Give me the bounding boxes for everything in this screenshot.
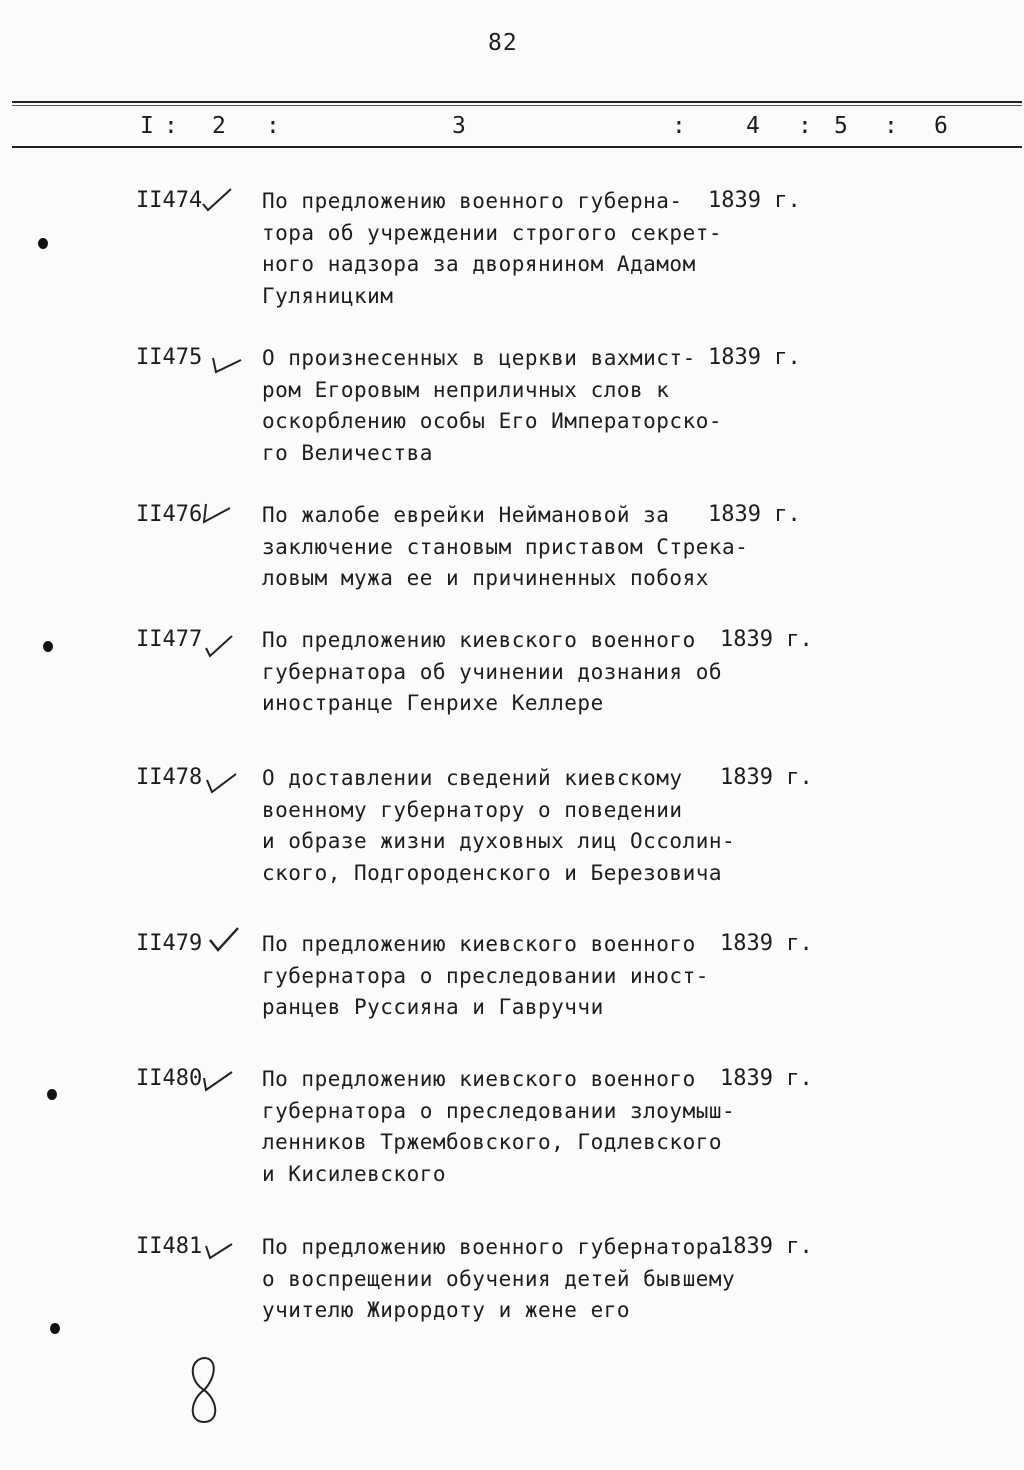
checkmark-icon bbox=[204, 770, 238, 798]
column-header-2: 2 bbox=[212, 113, 226, 139]
handwritten-sheet-number bbox=[184, 1354, 224, 1426]
entry-title: О произнесенных в церкви вахмист- ром Егоровым неприличных слов к оскорблению особы Его Императорско- го Величества bbox=[262, 346, 723, 465]
entry-number: II477 bbox=[136, 627, 203, 652]
entry-number: II479 bbox=[136, 931, 203, 956]
entry-number: II476 bbox=[136, 502, 203, 527]
entry-number: II481 bbox=[136, 1234, 203, 1259]
column-separator: : bbox=[164, 113, 178, 139]
entry-title: О доставлении сведений киевскому военному губернатору о поведении и образе жизни духовных лиц Оссолин- ского, Подгороденского и Березовича bbox=[262, 766, 736, 885]
entry-title: По предложению киевского военного губернатора о преследовании иност- ранцев Руссияна и Гавруччи bbox=[262, 932, 709, 1019]
binder-hole-mark bbox=[38, 238, 48, 249]
entry-title: По предложению военного губернатора о воспрещении обучения детей бывшему учителю Жирордоту и жене его bbox=[262, 1235, 736, 1322]
entry-date: 1839 г. bbox=[720, 1234, 813, 1259]
header-rule-bottom bbox=[12, 146, 1022, 148]
entry-number: II474 bbox=[136, 188, 203, 213]
entry-date: 1839 г. bbox=[720, 1066, 813, 1091]
entry-number: II475 bbox=[136, 345, 203, 370]
entry-date: 1839 г. bbox=[720, 931, 813, 956]
binder-hole-mark bbox=[43, 641, 53, 652]
entry-date: 1839 г. bbox=[720, 627, 813, 652]
entry-title: По предложению военного губерна- тора об учреждении строгого секрет- ного надзора за дворянином Адамом Гуляницким bbox=[262, 189, 723, 308]
entry-date: 1839 г. bbox=[720, 765, 813, 790]
entry-date: 1839 г. bbox=[708, 188, 801, 213]
checkmark-icon bbox=[200, 186, 234, 214]
checkmark-icon bbox=[206, 926, 240, 954]
binder-hole-mark bbox=[47, 1089, 57, 1100]
checkmark-icon bbox=[202, 630, 236, 658]
entry-date: 1839 г. bbox=[708, 345, 801, 370]
column-separator: : bbox=[672, 113, 686, 139]
checkmark-icon bbox=[210, 350, 244, 378]
binder-hole-mark bbox=[50, 1323, 60, 1334]
checkmark-icon bbox=[200, 1066, 234, 1094]
entry-date: 1839 г. bbox=[708, 502, 801, 527]
entry-title: По предложению киевского военного губернатора о преследовании злоумыш- ленников Тржембовского, Годлевского и Кисилевского bbox=[262, 1067, 736, 1186]
column-header-3: 3 bbox=[452, 113, 466, 139]
column-separator: : bbox=[266, 113, 280, 139]
checkmark-icon bbox=[202, 1236, 236, 1264]
entry-title: По жалобе еврейки Неймановой за заключение становым приставом Стрека- ловым мужа ее и причиненных побоях bbox=[262, 503, 749, 590]
column-header-1: I bbox=[140, 113, 154, 139]
checkmark-icon bbox=[200, 500, 234, 528]
entry-number: II480 bbox=[136, 1066, 203, 1091]
entry-title: По предложению киевского военного губернатора об учинении дознания об иностранце Генрихе Келлере bbox=[262, 628, 723, 715]
column-header-6: 6 bbox=[934, 113, 948, 139]
entry-number: II478 bbox=[136, 765, 203, 790]
header-rule-top-thin bbox=[12, 105, 1022, 106]
page-number: 82 bbox=[488, 30, 518, 56]
column-separator: : bbox=[798, 113, 812, 139]
header-rule-top bbox=[12, 101, 1022, 103]
column-header-4: 4 bbox=[746, 113, 760, 139]
column-separator: : bbox=[884, 113, 898, 139]
column-header-5: 5 bbox=[834, 113, 848, 139]
